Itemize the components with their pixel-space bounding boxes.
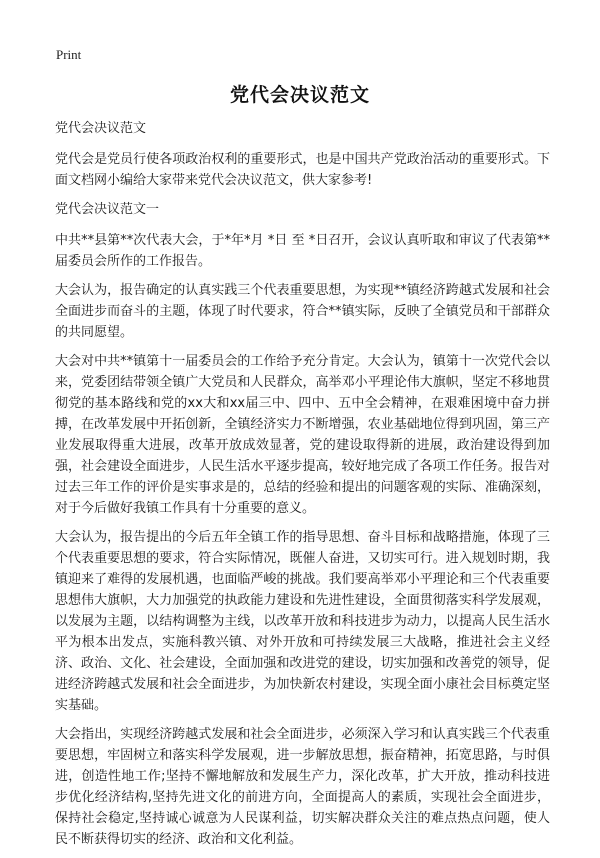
document-body <box>55 118 550 858</box>
doc-subtitle: 党代会决议范文 <box>55 121 147 136</box>
body-paragraph: 大会认为，报告确定的认真实践三个代表重要思想，为实现**镇经济跨越式发展和社会全面进步而奋斗的主题，体现了时代要求，符合**镇实际，反映了全镇党员和干部群众的共同愿望。 <box>55 283 550 340</box>
body-paragraph: 大会对中共**镇第十一届委员会的工作给予充分肯定。大会认为，镇第十一次党代会以来，党委团结带领全镇广大党员和人民群众，高举邓小平理论伟大旗帜，坚定不移地贯彻党的基本路线和党的xx大和xx届三中、四中、五中全会精神，在艰难困境中奋力拼搏，在改革发展中开拓创新，全镇经济实力不断增强，农业基础地位得到巩固，第三产业发展取得重大进展，改革开放成效显著，党的建设取得新的进展，政治建设得到加强，社会建设全面进步，人民生活水平逐步提高，较好地完成了各项工作任务。报告对过去三年工作的评价是实事求是的，总结的经验和提出的问题客观的实际、准确深刻，对于今后做好我镇工作具有十分重要的意义。 <box>55 354 550 516</box>
body-paragraph: 大会认为，报告提出的今后五年全镇工作的指导思想、奋斗目标和战略措施，体现了三个代表重要思想的要求，符合实际情况，既催人奋进，又切实可行。进入规划时期，我镇迎来了难得的发展机遇，也面临严峻的挑战。我们要高举邓小平理论和三个代表重要思想伟大旗帜，大力加强党的执政能力建设和先进性建设，全面贯彻落实科学发展观，以发展为主题，以结构调整为主线，以改革开放和科技进步为动力，以提高人民生活水平为根本出发点，实施科教兴镇、对外开放和可持续发展三大战略，推进社会主义经济、政治、文化、社会建设，全面加强和改进党的建设，切实加强和改善党的领导，促进经济跨越式发展和社会全面进步，为加快新农村建设，实现全面小康社会目标奠定坚实基础。 <box>55 530 550 713</box>
body-paragraph: 中共**县第**次代表大会，于*年*月 *日 至 *日召开，会议认真听取和审议了代表第**届委员会所作的工作报告。 <box>55 233 550 269</box>
document-title: 党代会决议范文 <box>229 84 370 106</box>
section-heading: 党代会决议范文一 <box>55 202 160 217</box>
body-paragraph: 大会指出，实现经济跨越式发展和社会全面进步，必须深入学习和认真实践三个代表重要思想，牢固树立和落实科学发展观，进一步解放思想，振奋精神，拓宽思路，与时俱进，创造性地工作;坚持不懈地解放和发展生产力，深化改革，扩大开放，推动科技进步优化经济结构,坚持先进文化的前进方向，全面提高人的素质，实现社会全面进步，保持社会稳定,坚持诚心诚意为人民谋利益，切实解决群众关注的难点热点问题，使人民不断获得切实的经济、政治和文化利益。 <box>55 727 550 847</box>
intro-paragraph: 党代会是党员行使各项政治权利的重要形式，也是中国共产党政治活动的重要形式。下面文档网小编给大家带来党代会决议范文，供大家参考! <box>55 152 550 188</box>
print-link[interactable]: Print <box>56 47 82 62</box>
